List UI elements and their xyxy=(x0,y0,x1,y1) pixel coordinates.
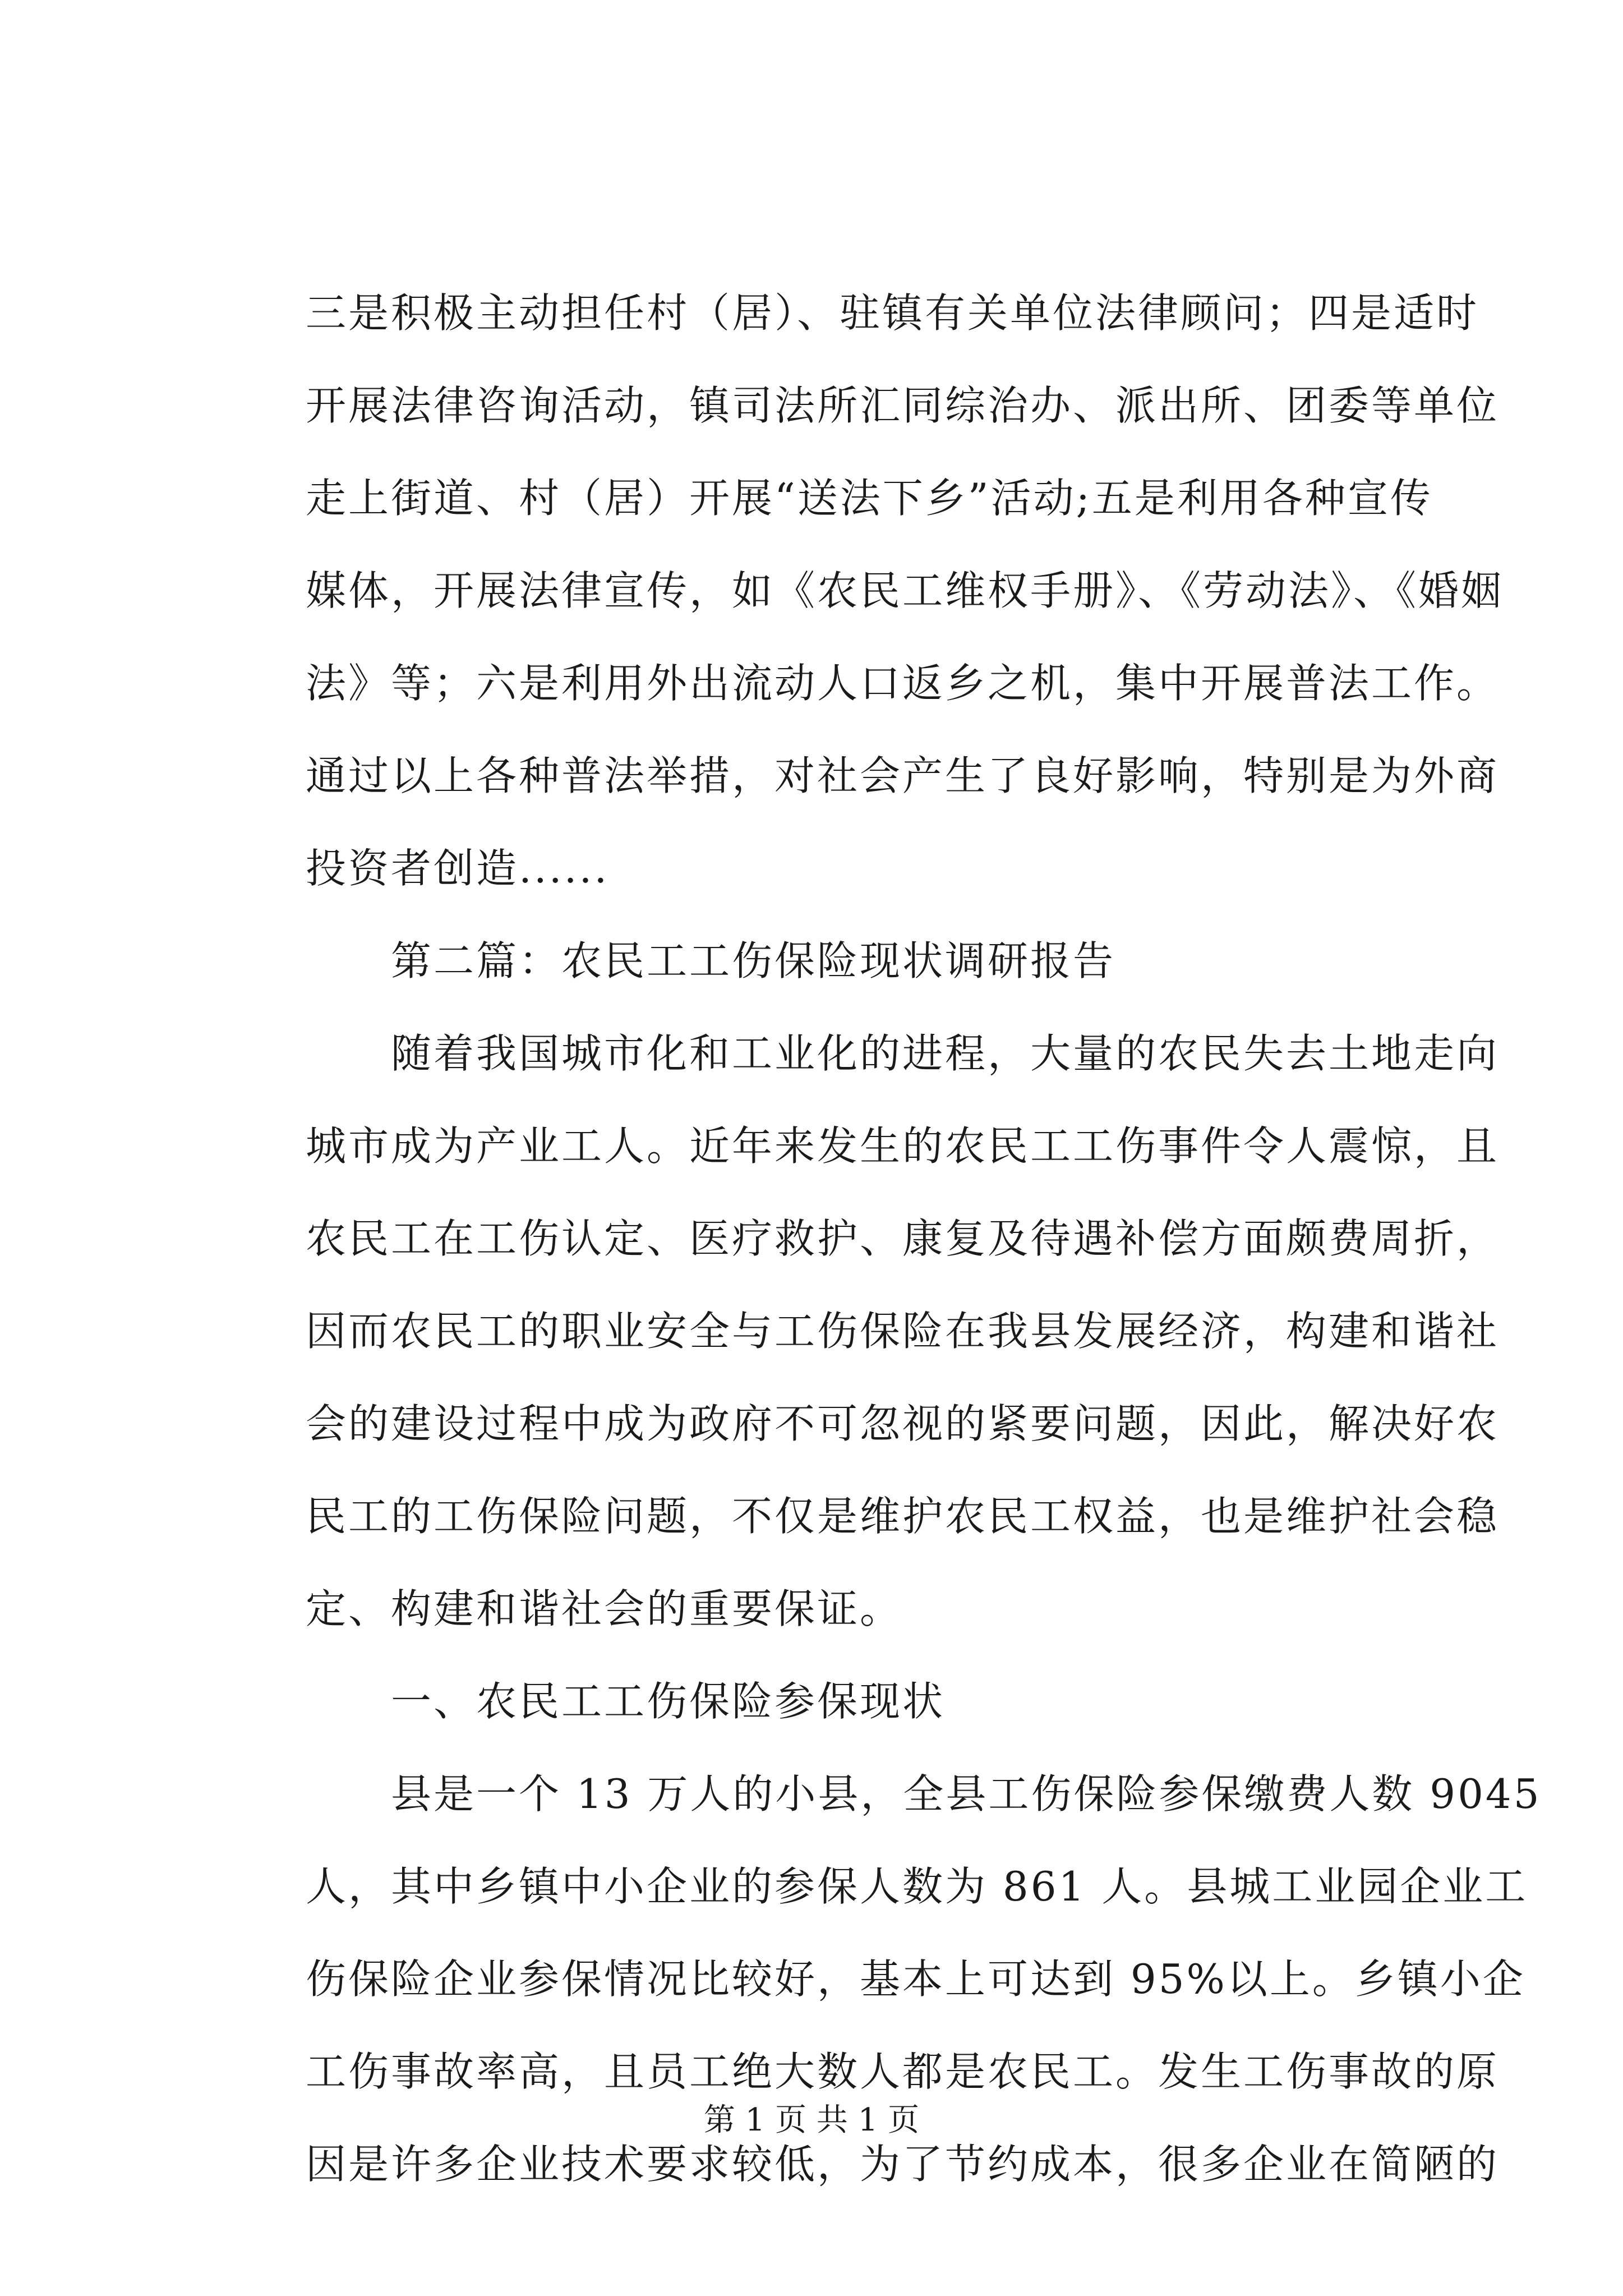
text-line: 随着我国城市化和工业化的进程，大量的农民失去土地走向 xyxy=(306,1030,1500,1077)
text-line: 走上街道、村（居）开展“送法下乡”活动;五是利用各种宣传 xyxy=(306,475,1433,522)
text-line: 会的建设过程中成为政府不可忽视的紧要问题，因此，解决好农 xyxy=(306,1400,1500,1447)
document-body xyxy=(306,267,1542,2211)
text-line: 定、构建和谐社会的重要保证。 xyxy=(306,1585,903,1632)
text-line: 民工的工伤保险问题，不仅是维护农民工权益，也是维护社会稳 xyxy=(306,1493,1500,1540)
text-line: 媒体，开展法律宣传，如《农民工维权手册》、《劳动法》、《婚姻 xyxy=(306,567,1504,614)
text-line: 法》等；六是利用外出流动人口返乡之机，集中开展普法工作。 xyxy=(306,660,1500,707)
text-line: 通过以上各种普法举措，对社会产生了良好影响，特别是为外商 xyxy=(306,752,1500,799)
text-line: 人，其中乡镇中小企业的参保人数为 861 人。县城工业园企业工 xyxy=(306,1863,1528,1910)
text-line: 伤保险企业参保情况比较好，基本上可达到 95%以上。乡镇小企 xyxy=(306,1955,1525,2003)
text-line: 投资者创造...... xyxy=(306,845,610,892)
text-line: 城市成为产业工人。近年来发生的农民工工伤事件令人震惊，且 xyxy=(306,1122,1500,1170)
text-line: 县是一个 13 万人的小县，全县工伤保险参保缴费人数 9045 xyxy=(306,1770,1542,1818)
subsection-heading: 一、农民工工伤保险参保现状 xyxy=(306,1678,946,1725)
text-line: 因是许多企业技术要求较低，为了节约成本，很多企业在简陋的 xyxy=(306,2141,1500,2188)
text-line: 工伤事故率高，且员工绝大数人都是农民工。发生工伤事故的原 xyxy=(306,2048,1500,2095)
page-footer: 第 1 页 共 1 页 xyxy=(703,2102,920,2138)
text-line: 农民工在工伤认定、医疗救护、康复及待遇补偿方面颇费周折， xyxy=(306,1215,1500,1262)
text-line: 三是积极主动担任村（居）、驻镇有关单位法律顾问；四是适时 xyxy=(306,289,1479,337)
text-line: 开展法律咨询活动，镇司法所汇同综治办、派出所、团委等单位 xyxy=(306,382,1500,429)
text-line: 因而农民工的职业安全与工伤保险在我县发展经济，构建和谐社 xyxy=(306,1308,1500,1355)
section-heading: 第二篇：农民工工伤保险现状调研报告 xyxy=(306,937,1116,984)
